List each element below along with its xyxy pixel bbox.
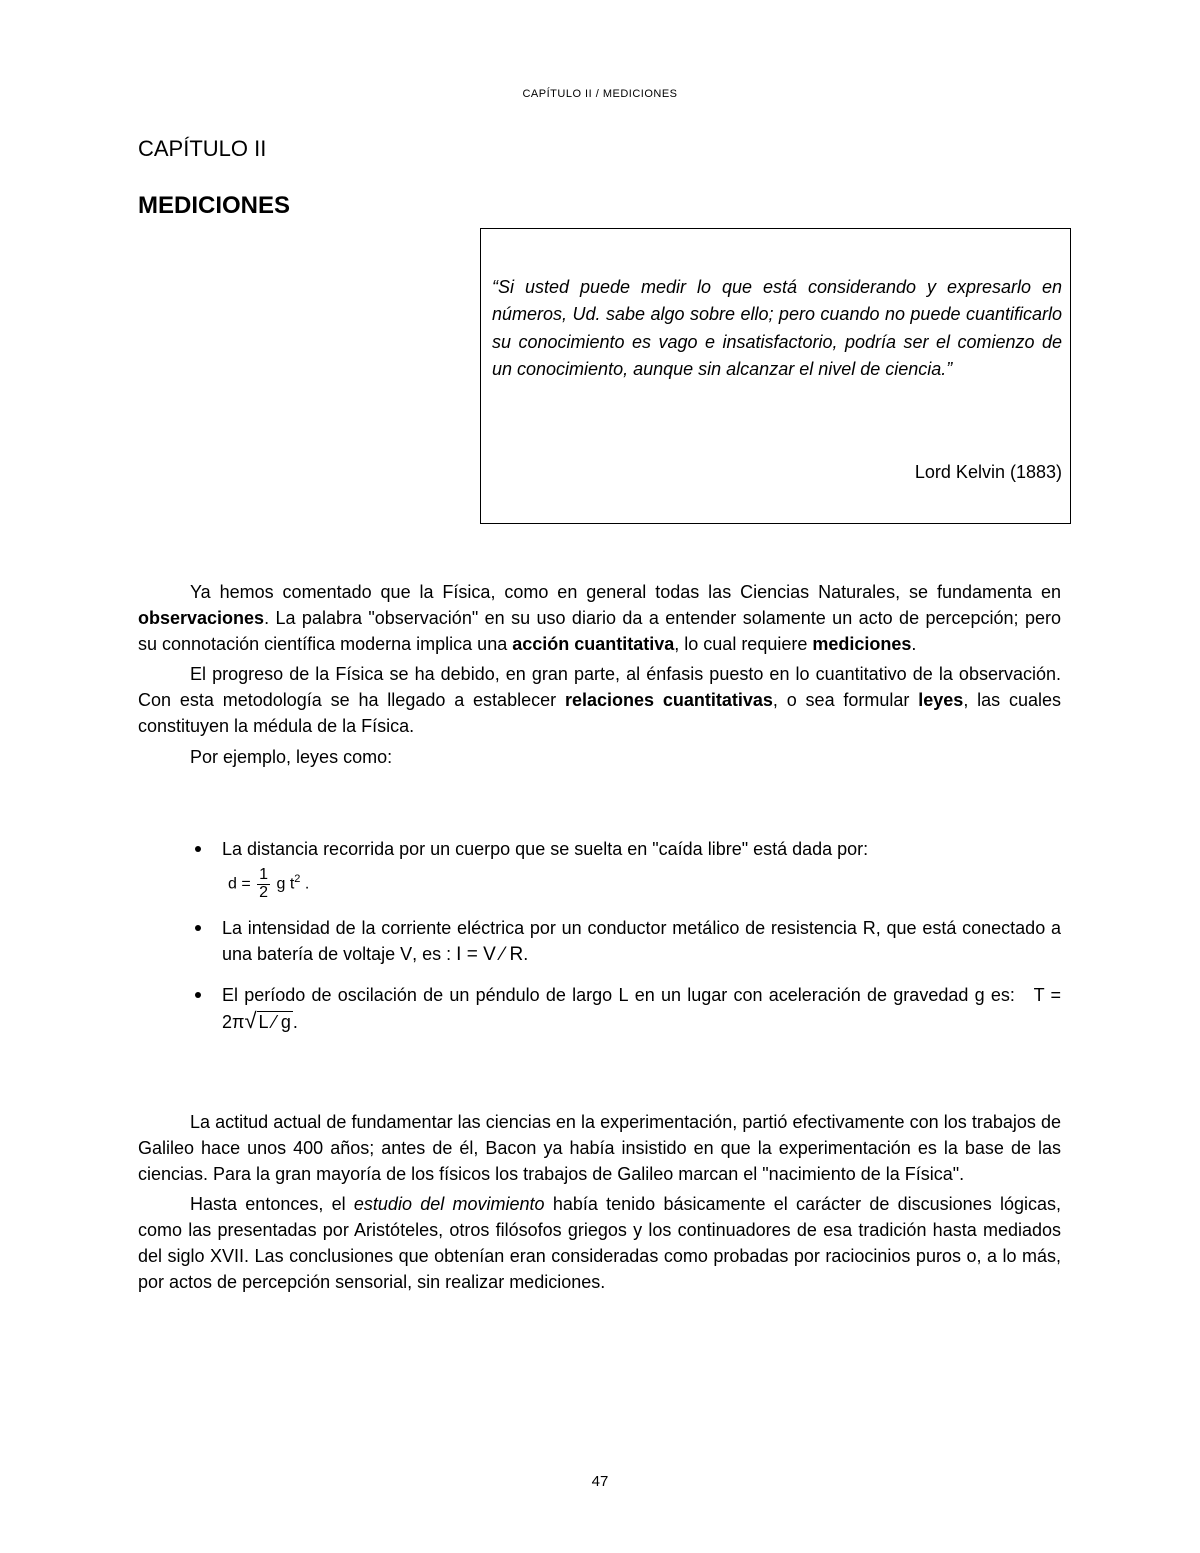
intro-section — [138, 580, 1061, 776]
bold-term: acción cuantitativa — [512, 633, 675, 654]
law-item-pendulum — [138, 982, 1061, 1035]
text-run: , o sea formular — [772, 690, 919, 711]
text-run: , las cuales constituyen la médula de la Física. — [138, 690, 1062, 736]
free-fall-formula — [228, 866, 309, 901]
text-run: El progreso de la Física se ha debido, en gran parte, al énfasis puesto en lo cuantitativo de la observación. Con esta metodología se ha llegado a establecer — [138, 664, 1061, 711]
bullet-icon — [195, 992, 201, 998]
chapter-title: MEDICIONES — [138, 192, 291, 219]
exponent: 2 — [294, 873, 301, 885]
bold-term: relaciones cuantitativas — [564, 690, 773, 711]
law-text: , es : — [412, 944, 457, 965]
text-run: , lo cual requiere — [674, 633, 813, 654]
variable-r: R — [862, 918, 876, 939]
quote-author: Lord Kelvin (1883) — [914, 462, 1062, 482]
formula-end: . — [304, 875, 310, 893]
formula-lhs: d = — [228, 875, 251, 893]
law-text: . — [523, 944, 529, 965]
law-text: en un lugar con aceleración de gravedad — [628, 985, 975, 1006]
paragraph-3: Por ejemplo, leyes como: — [190, 746, 393, 767]
italic-term: estudio del movimiento — [353, 1194, 545, 1215]
law-text: La intensidad de la corriente eléctrica por un conductor metálico de resistencia — [222, 918, 863, 939]
radical-sign-icon: √ — [244, 1008, 257, 1034]
law-text: , que está conectado a una batería de voltaje — [222, 918, 1061, 965]
bullet-icon — [195, 846, 201, 852]
ohm-formula: I = V ⁄ R — [456, 944, 524, 966]
laws-list — [138, 836, 1061, 1035]
page-number: 47 — [591, 1473, 609, 1490]
paragraph-4: La actitud actual de fundamentar las ciencias en la experimentación, partió efectivamente con los trabajos de Galileo hace unos 400 años; antes de él, Bacon ya había insistido en que la experimentación es la base de las ciencias. Para la gran mayoría de los físicos los trabajos de Galileo marcan el "nacimiento de la Física". — [138, 1112, 1061, 1184]
radicand: L ⁄ g — [258, 1012, 291, 1033]
bold-term: leyes — [918, 690, 964, 711]
quote-text: “Si usted puede medir lo que está considerando y expresarlo en números, Ud. sabe algo sobre ello; pero cuando no puede cuantificarlo su conocimiento es vago e insatisfactorio, podría ser el comienzo de un conocimiento, aunque sin alcanzar el nivel de ciencia.” — [492, 277, 1062, 379]
paragraph-1 — [138, 580, 1061, 657]
formula-lhs: T = 2π — [222, 985, 1062, 1033]
law-item-free-fall — [138, 836, 1061, 901]
variable-g: g — [974, 985, 985, 1006]
fraction-numerator: 1 — [259, 865, 269, 883]
variable-v: V — [400, 944, 413, 965]
paragraph-2 — [138, 662, 1061, 739]
paragraph-5 — [138, 1192, 1061, 1295]
law-text: La distancia recorrida por un cuerpo que se suelta en "caída libre" está dada por: — [222, 839, 869, 859]
text-run: . La palabra "observación" en su uso diario da a entender solamente un acto de percepción; pero su connotación científica moderna implica una — [138, 607, 1061, 654]
history-section — [138, 1110, 1061, 1301]
bullet-icon — [195, 925, 201, 931]
formula-rhs: g t — [276, 875, 295, 893]
fraction — [257, 867, 270, 902]
chapter-number: CAPÍTULO II — [138, 136, 267, 161]
text-run: Ya hemos comentado que la Física, como en general todas las Ciencias Naturales, se fundamenta en — [190, 582, 1061, 602]
law-text: . — [292, 1012, 298, 1033]
text-run: había tenido básicamente el carácter de discusiones lógicas, como las presentadas por Aristóteles, otros filósofos griegos y los continuadores de esa tradición hasta mediados del siglo XVII. Las conclusiones que obtenían eran consideradas como probadas por raciocinios puros o, a lo más, por actos de percepción sensorial, sin realizar mediciones. — [138, 1194, 1061, 1292]
law-item-ohm — [138, 915, 1061, 968]
text-run: Hasta entonces, el — [190, 1194, 354, 1215]
variable-l: L — [618, 985, 629, 1006]
bold-term: mediciones — [812, 633, 912, 654]
law-text: es: — [984, 985, 1034, 1006]
bold-term: observaciones — [138, 607, 265, 628]
law-text: El período de oscilación de un péndulo de largo — [222, 985, 619, 1006]
fraction-denominator: 2 — [259, 883, 269, 901]
text-run: . — [911, 633, 917, 654]
running-header: CAPÍTULO II / MEDICIONES — [522, 88, 678, 100]
